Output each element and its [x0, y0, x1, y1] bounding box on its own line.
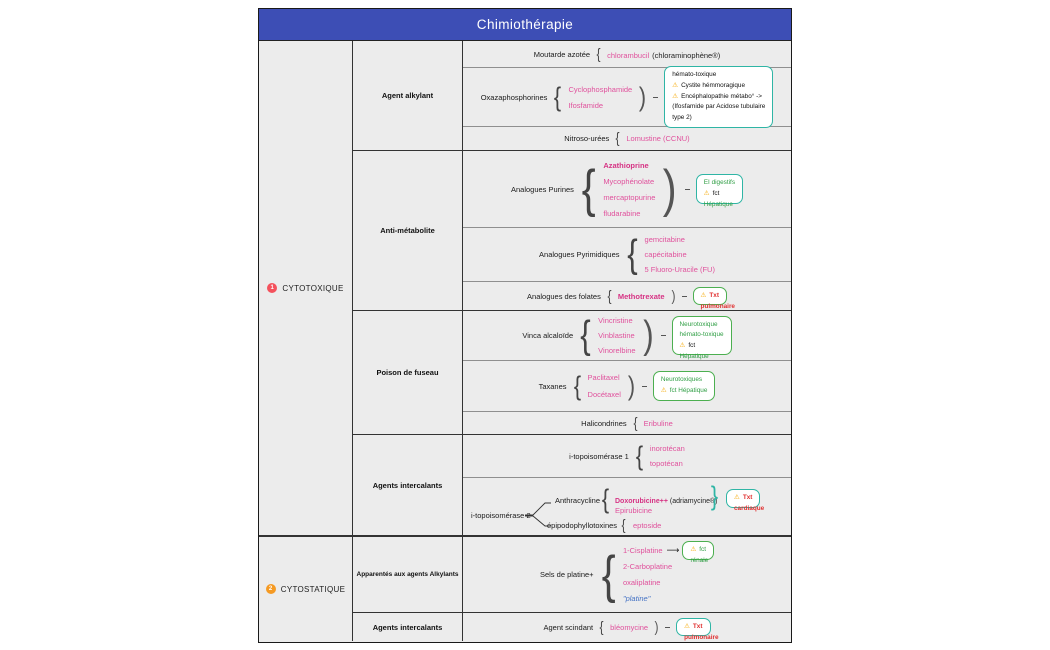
row-analogues-purines: [463, 151, 791, 228]
callout-text: fct Hépatique: [669, 387, 708, 394]
cytotoxique-groups: [353, 41, 791, 535]
callout-text: Txt: [742, 494, 753, 502]
drug-name: Azathioprine: [603, 160, 649, 170]
category-cytostatique: [259, 537, 353, 641]
group-poison-de-fuseau: [353, 311, 791, 435]
group-label: Poison de fuseau: [353, 311, 463, 434]
open-brace: {: [615, 130, 620, 147]
drug-name: fludarabine: [603, 208, 641, 218]
close-brace: }: [710, 481, 719, 511]
drug-name: Eribuline: [643, 418, 673, 428]
row-halicondrines: [463, 412, 791, 434]
callout-overflow-text: Hépatique: [703, 201, 733, 209]
number-2-badge: 2: [266, 584, 276, 594]
arrow-icon: ⟶: [666, 545, 679, 555]
open-brace: {: [599, 618, 604, 636]
drug-name: gemcitabine: [644, 235, 685, 244]
toxicity-callout: [682, 541, 714, 565]
callout-overflow-text: rénale: [690, 557, 709, 565]
row-label: Moutarde azotée: [533, 49, 591, 59]
open-brace: {: [596, 45, 601, 63]
group-anti-metabolite: [353, 151, 791, 311]
row-analogues-folates: [463, 282, 791, 310]
callout-text: hémato-toxique: [679, 331, 724, 339]
open-brace: {: [580, 314, 591, 357]
row-label: i-topoisomérase 1: [569, 451, 629, 461]
drug-name: Mycophénolate: [603, 176, 655, 186]
group-label: Apparentés aux agents Alkylants: [353, 537, 463, 612]
callout-text: Txt: [692, 622, 703, 630]
connector-line: [642, 386, 647, 387]
warning-icon: ⚠: [679, 341, 686, 349]
drug-name: Vinorelbine: [598, 346, 636, 355]
category-label: CYTOSTATIQUE: [280, 584, 346, 594]
open-brace: {: [607, 287, 612, 305]
section-cytostatique: [259, 537, 791, 641]
close-paren: ): [642, 314, 654, 357]
chemotherapy-table: [258, 8, 792, 643]
drug-name: Methotrexate: [617, 291, 665, 301]
drug-name: 2-Carboplatine: [622, 562, 673, 571]
row-label: Oxazaphosphorines: [480, 92, 548, 102]
drug-name: inorotécan: [649, 444, 685, 453]
open-brace: {: [635, 440, 643, 471]
row-analogues-pyrimidiques: [463, 228, 791, 282]
callout-text: fct: [712, 190, 720, 197]
drug-name: oxaliplatine: [622, 578, 661, 587]
callout-text: Neurotoxiques: [660, 376, 703, 384]
open-brace: {: [554, 81, 562, 112]
toxicity-callout: [676, 618, 719, 641]
warning-icon: ⚠: [672, 92, 679, 100]
callout-text: type 2): [672, 114, 692, 121]
drug-note: (adriamycine®): [669, 498, 718, 505]
callout-text: Encéphalopathie métabo° ->: [681, 92, 762, 100]
toxicity-callout: [653, 371, 716, 400]
drug-name: Ifosfamide: [568, 100, 604, 110]
open-brace: {: [601, 484, 610, 514]
group-agents-intercalants-2: [353, 613, 791, 641]
drug-name: Docétaxel: [587, 390, 621, 399]
drug-name: Vincristine: [598, 316, 633, 325]
open-brace: {: [621, 517, 626, 534]
close-paren: ): [663, 160, 678, 218]
warning-icon: ⚠: [660, 386, 667, 394]
callout-text: Neurotoxique: [679, 320, 718, 328]
callout-overflow-text: Hépatique: [679, 352, 709, 360]
close-paren: ): [671, 287, 676, 305]
row-label: Analogues Purines: [510, 184, 574, 194]
connector-line: [685, 189, 690, 190]
drug-name: Doxorubicine++: [615, 498, 668, 505]
row-label: Taxanes: [538, 381, 567, 391]
callout-overflow-text: pulmonaire: [700, 302, 735, 310]
toxicity-callout: [693, 287, 735, 310]
row-label: Analogues Pyrimidiques: [539, 250, 620, 259]
connector-line: [653, 97, 658, 98]
connector-line: [665, 627, 670, 628]
toxicity-callout: [726, 489, 765, 513]
toxicity-callout: [696, 174, 743, 209]
group-agent-alkylant: [353, 41, 791, 151]
drug-name: Cyclophosphamide: [568, 84, 633, 94]
drug-name: topotécan: [649, 459, 683, 468]
drug-name: mercaptopurine: [603, 192, 656, 202]
connector-line: [682, 296, 687, 297]
toxicity-callout: [664, 66, 773, 127]
callout-text: (Ifosfamide par Acidose tubulaire: [672, 103, 766, 111]
callout-text: EI digestifs: [703, 179, 736, 187]
row-sels-de-platine: [463, 537, 791, 612]
drug-name: Paclitaxel: [587, 373, 620, 382]
row-label: Analogues des folates: [527, 291, 601, 301]
row-nitroso-urees: [463, 127, 791, 150]
drug-name: 1-Cisplatine: [622, 546, 663, 555]
open-brace: {: [633, 414, 638, 432]
drug-name: Vinblastine: [598, 331, 635, 340]
callout-text: fct: [699, 546, 707, 554]
callout-text: Cystite hémmoragique: [681, 82, 745, 90]
drug-name: 5 Fluoro-Uracile (FU): [644, 265, 715, 274]
close-paren: ): [627, 370, 636, 401]
table-header: [259, 9, 791, 41]
drug-name: Lomustine (CCNU): [626, 134, 690, 143]
row-label: Sels de platine+: [539, 570, 594, 579]
row-taxanes: [463, 361, 791, 412]
drug-name: bléomycine: [610, 622, 649, 632]
section-cytotoxique: [259, 41, 791, 537]
row-label: i-topoisomérase 2: [471, 511, 531, 520]
drug-name: eptoside: [633, 521, 662, 530]
warning-icon: ⚠: [703, 189, 710, 197]
group-label: Agent alkylant: [353, 41, 463, 150]
open-brace: {: [581, 160, 596, 218]
drug-name: Epirubicine: [615, 506, 653, 515]
row-label: Vinca alcaloïde: [522, 331, 574, 340]
row-oxazaphosphorines: [463, 68, 791, 127]
callout-text: hémato-toxique: [672, 71, 717, 79]
close-paren: ): [639, 81, 647, 112]
group-label: Anti-métabolite: [353, 151, 463, 310]
close-paren: ): [654, 618, 659, 636]
row-vinca-alcaloide: [463, 311, 791, 361]
callout-overflow-text: cardiaque: [734, 505, 765, 513]
warning-icon: ⚠: [700, 291, 707, 299]
drug-name: capécitabine: [644, 250, 687, 259]
branch-label: épipodophyllotoxines: [547, 521, 618, 530]
group-apparentes-alkylants: [353, 537, 791, 613]
category-label: CYTOTOXIQUE: [282, 283, 344, 293]
warning-icon: ⚠: [684, 622, 690, 630]
callout-text: Txt: [709, 291, 719, 299]
row-moutarde-azotee: [463, 41, 791, 68]
group-label: Agents intercalants: [353, 613, 463, 641]
callout-overflow-text: pulmonaire: [684, 633, 719, 641]
connector-line: [661, 335, 666, 336]
branch-label: Anthracycline: [555, 496, 601, 505]
open-brace: {: [626, 233, 638, 276]
row-agent-scindant: [463, 613, 791, 641]
toxicity-callout: [672, 316, 732, 360]
row-topoisomerase-2: [463, 478, 791, 535]
drug-name: chlorambucil: [607, 51, 650, 60]
page-title: Chimiothérapie: [476, 17, 574, 32]
row-topoisomerase-1: [463, 435, 791, 478]
row-label: Agent scindant: [543, 622, 594, 632]
row-label: Nitroso-urées: [564, 134, 610, 143]
drug-note: (chloraminophène®): [652, 51, 721, 60]
cytostatique-groups: [353, 537, 791, 641]
open-brace: {: [573, 370, 581, 401]
number-1-badge: 1: [267, 283, 277, 293]
warning-icon: ⚠: [734, 494, 740, 501]
open-brace: {: [601, 545, 616, 604]
warning-icon: ⚠: [672, 82, 679, 89]
group-label: Agents intercalants: [353, 435, 463, 535]
warning-icon: ⚠: [690, 546, 697, 554]
category-cytotoxique: [259, 41, 353, 535]
drug-name: "platine": [622, 594, 651, 603]
row-label: Halicondrines: [581, 418, 627, 428]
group-agents-intercalants: [353, 435, 791, 535]
callout-text: fct: [688, 341, 696, 349]
